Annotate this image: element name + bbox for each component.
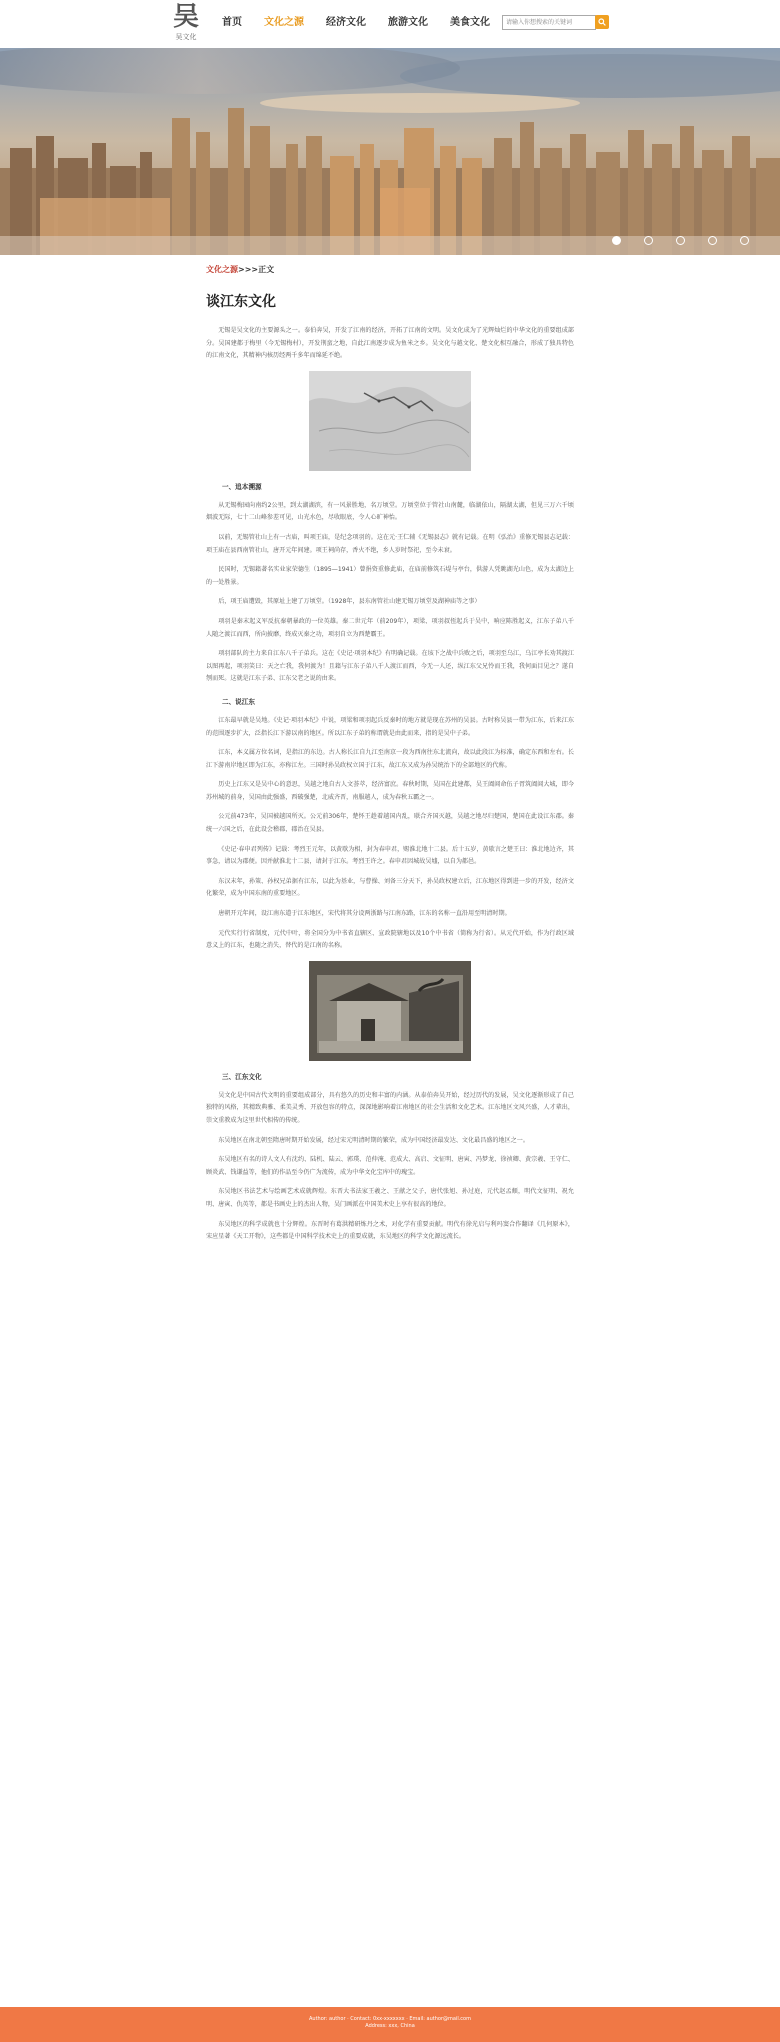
paragraph: 吴文化是中国古代文明的重要组成部分，具有悠久的历史和丰富的内涵。从泰伯奔吴开始，经过历代的发展，吴文化逐渐形成了自己独特的风格，其精致典雅、柔美灵秀、开放包容的特点，深深地影响着江南地区的社会生活和文化艺术。江东地区文风兴盛，人才辈出，崇文重教成为这里世代相传的传统。 (206, 1091, 574, 1124)
paragraph: 项羽是秦末起义军反抗秦朝暴政的一位英雄。秦二世元年（前209年），项梁、项羽叔侄起兵于吴中，响应陈胜起义，江东子弟八千人随之渡江而西，所向披靡，终成灭秦之功，项羽自立为西楚霸王。 (206, 617, 574, 638)
paragraph: 东吴地区书法艺术与绘画艺术成就辉煌。东晋大书法家王羲之、王献之父子，唐代张旭、孙过庭，元代赵孟頫，明代文征明、祝允明、唐寅、仇英等，都是书画史上的杰出人物，吴门画派在中国美术史上享有很高的地位。 (206, 1188, 574, 1208)
paragraph: 民国时，无锡籍著名实业家荣德生（1895—1941）曾捐资重修此庙，在庙前修筑石堤与亭台，供游人凭眺湖光山色，成为太湖边上的一处胜景。 (206, 566, 574, 586)
logo[interactable] (166, 2, 206, 46)
section-heading: 一、追本溯源 (222, 482, 262, 491)
article-title: 谈江东文化 (206, 294, 276, 310)
article (206, 260, 574, 1251)
paragraph: 《史记·春申君列传》记载：考烈王元年，以黄歇为相，封为春申君，赐淮北地十二县。后十五岁，黄歇言之楚王曰：淮北地边齐，其事急，请以为郡便。因并献淮北十二县，请封于江东。考烈王许之。春申君因城故吴墟，以自为都邑。 (206, 845, 574, 866)
footer-contact: Author: author · Contact: 0xx-xxxxxxx · Email: author@mail.com (309, 2016, 471, 2022)
carousel-dots (612, 236, 772, 245)
carousel-dot[interactable] (740, 236, 749, 245)
breadcrumb-current: 正文 (258, 265, 275, 274)
paragraph: 元代实行行省制度，元代中叶，将全国分为中书省直辖区、宣政院辖地以及10个中书省（简称为行省）。从元代开始，作为行政区域意义上的江东，也随之消失，替代的是江南的名称。 (206, 929, 574, 950)
footer (0, 2007, 780, 2042)
paragraph: 唐朝开元年间，设江南东道于江东地区，宋代将其分设两浙路与江南东路，江东的名称一直沿用至明清时期。 (218, 910, 511, 918)
nav-tourism[interactable]: 旅游文化 (388, 17, 428, 28)
paragraph: 后，项王庙遭毁，其原址上建了万顷堂。（1928年，县东南管社山建无锡万顷堂及湖神庙等之事） (218, 598, 481, 606)
paragraph: 江东最早就是吴地。《史记·项羽本纪》中说，项梁和项羽起兵反秦时的地方就是现在苏州的吴县。古时称吴县一带为江东，后来江东的范围逐步扩大，泛指长江下游以南的地区。所以江东子弟的称谓就是由此而来，指的是吴中子弟。 (206, 716, 574, 737)
paragraph: 东吴地区在南北朝至隋唐时期开始发展，经过宋元明清时期的繁荣，成为中国经济最发达、文化最昌盛的地区之一。 (218, 1136, 529, 1144)
carousel-dot[interactable] (644, 236, 653, 245)
logo-text: 吴文化 (175, 33, 197, 41)
breadcrumb-separator: >>> (238, 265, 259, 274)
nav-culture-source[interactable]: 文化之源 (264, 17, 304, 28)
nav-food[interactable]: 美食文化 (450, 17, 490, 28)
paragraph: 江东，本义属方位名词，是指江的东边。古人称长江自九江至南京一段为西南往东北流向，故以此段江为标准，确定东西和左右。长江下游南岸地区即为江东，亦称江左。三国时孙吴政权立国于江东，故江东又成为孙吴统治下的全部地区的代称。 (206, 749, 574, 769)
search-icon (598, 18, 606, 26)
paragraph: 项羽部队的主力来自江东八千子弟兵。这在《史记·项羽本纪》有明确记载。在垓下之战中兵败之后，项羽至乌江，乌江亭长劝其渡江以图再起，项羽笑曰：天之亡我，我何渡为！且籍与江东子弟八千人渡江而西，今无一人还，纵江东父兄怜而王我，我何面目见之？遂自刎而死。这就是江东子弟、江东父老之说的由来。 (206, 650, 574, 683)
city-skyline-image (0, 48, 780, 255)
logo-mark: 吴 (172, 2, 199, 32)
breadcrumb (206, 264, 574, 275)
paragraph: 公元前473年，吴国被越国所灭。公元前306年，楚怀王趁着越国内乱，联合齐国灭越，吴越之地尽归楚国，楚国在此设江东郡。秦统一六国之后，在此设会稽郡，郡治在吴县。 (206, 813, 574, 834)
section-heading: 二、说江东 (222, 697, 255, 706)
carousel-dot[interactable] (708, 236, 717, 245)
main-nav (222, 0, 512, 48)
footer-address: Address: xxx, China (365, 2023, 415, 2029)
nav-economy[interactable]: 经济文化 (326, 17, 366, 28)
paragraph: 东吴地区的科学成就也十分辉煌。东晋时有葛洪精研炼丹之术，对化学有重要贡献。明代有徐光启与利玛窦合作翻译《几何原本》，宋应星著《天工开物》，这些都是中国科学技术史上的重要成就，东吴地区的科学文化源远流长。 (206, 1220, 574, 1241)
banner-carousel[interactable] (0, 48, 780, 255)
paragraph: 从无锡梅园向南约2公里，到太湖湖滨，有一风景胜地，名万顷堂。万顷堂位于管社山南麓，临湖依山，隔湖太湖，但见三万六千顷烟波无际，七十二山峰参差可见，山光水色，尽收眼底，令人心旷神怡。 (206, 501, 574, 522)
breadcrumb-link[interactable]: 文化之源 (206, 265, 238, 274)
historic-photo-image (309, 961, 471, 1061)
paragraph: 东汉末年，孙策、孙权兄弟据有江东，以此为基业，与曹操、刘备三分天下，孙吴政权建立后，江东地区得到进一步的开发，经济文化繁荣，成为中国东南的重要地区。 (206, 877, 574, 898)
section-heading: 三、江东文化 (222, 1072, 262, 1081)
nav-home[interactable]: 首页 (222, 17, 242, 28)
paragraph: 无锡是吴文化的主要源头之一。泰伯奔吴，开发了江南的经济，开拓了江南的文明。吴文化成为了光辉灿烂的中华文化的重要组成部分。吴国建都于梅里（今无锡梅村），开发荆蛮之地，自此江南逐步成为鱼米之乡。吴文化与越文化、楚文化相互融合，形成了独具特色的江南文化，其精神内核历经两千多年而绵延不绝。 (206, 327, 574, 360)
paragraph: 历史上江东又是吴中心的意思，吴越之地自古人文荟萃，经济富庶。春秋时期，吴国在此建都，吴王阖闾命伍子胥筑阖闾大城，即今苏州城的前身，吴国由此强盛，西破强楚，北威齐晋，南服越人，成为春秋五霸之一。 (206, 781, 574, 801)
header (0, 0, 780, 48)
map-image (309, 371, 471, 471)
search-input[interactable]: 请输入你想搜索的关键词 (502, 15, 596, 30)
carousel-dot[interactable] (676, 236, 685, 245)
search-button[interactable] (595, 15, 609, 29)
carousel-dot[interactable] (612, 236, 621, 245)
paragraph: 东吴地区有名的诗人文人有沈约、陆机、陆云、郭璞、范仲淹、范成大、高启、文征明、唐寅、冯梦龙、徐祯卿、黄宗羲、王守仁、顾炎武、钱谦益等，他们的作品至今仍广为流传，成为中华文化宝库中的瑰宝。 (206, 1156, 574, 1176)
paragraph: 以前，无锡管社山上有一古庙，叫项王庙，是纪念项羽的。这在元·王仁辅《无锡县志》就有记载。在明《弘治》重修无锡县志记载：项王庙在县西南管社山，唐开元年间建。项王祠尚存，香火不绝，乡人岁时祭祀，至今未衰。 (206, 533, 574, 554)
